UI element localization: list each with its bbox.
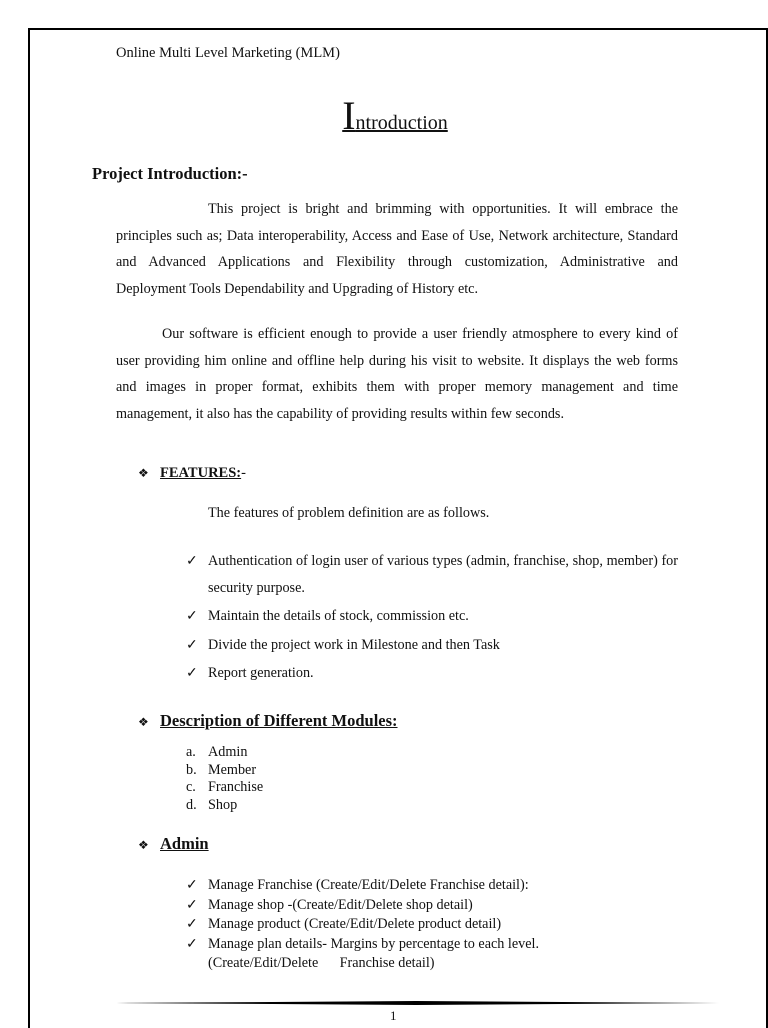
list-marker: a. xyxy=(186,744,196,760)
feature-text: Report generation. xyxy=(208,665,314,681)
modules-list xyxy=(186,744,263,814)
admin-item-text: Manage Franchise (Create/Edit/Delete Franchise detail): xyxy=(208,877,529,893)
checkmark-icon: ✓ xyxy=(186,935,198,952)
checkmark-icon: ✓ xyxy=(186,608,198,624)
admin-heading xyxy=(138,834,209,854)
features-intro-text: The features of problem definition are as follows. xyxy=(208,505,490,521)
running-header: Online Multi Level Marketing (MLM) xyxy=(116,45,340,61)
features-heading-label: FEATURES: xyxy=(160,465,242,481)
checkmark-icon: ✓ xyxy=(186,553,198,569)
project-introduction-heading: Project Introduction:- xyxy=(92,164,248,183)
footer-rule xyxy=(116,1001,719,1005)
features-list xyxy=(186,548,678,689)
features-heading-suffix: - xyxy=(241,465,246,481)
list-marker: d. xyxy=(186,796,197,813)
admin-item-text: Manage product (Create/Edit/Delete product detail) xyxy=(208,916,502,932)
modules-heading-label: Description of Different Modules: xyxy=(160,711,398,730)
list-item xyxy=(186,876,678,896)
diamond-bullet-icon: ❖ xyxy=(138,838,149,852)
intro-paragraph-2: Our software is efficient enough to provide a user friendly atmosphere to every kind of user providing him online and offline help during his visit to website. It displays the web forms and images in proper format, exhibits them with proper memory management and time management, it also has the capability of providing results within few seconds. xyxy=(116,326,678,422)
module-label: Admin xyxy=(208,744,248,760)
feature-text: Maintain the details of stock, commission etc. xyxy=(208,608,469,624)
list-item xyxy=(186,632,678,659)
checkmark-icon: ✓ xyxy=(186,877,198,893)
title-drop-initial: I xyxy=(342,93,356,138)
checkmark-icon: ✓ xyxy=(186,896,198,913)
module-label: Franchise xyxy=(208,779,264,795)
checkmark-icon: ✓ xyxy=(186,665,198,681)
checkmark-icon: ✓ xyxy=(186,636,198,653)
list-item xyxy=(186,779,263,797)
diamond-bullet-icon: ❖ xyxy=(138,466,149,480)
checkmark-icon: ✓ xyxy=(186,916,198,932)
intro-paragraph-1: This project is bright and brimming with opportunities. It will embrace the principles such as; Data interoperability, Access and Ease of Use, Network architecture, Standard and Advanced Applications and Flexibility through customization, Administrative and Deployment Tools Dependability and Upgrading of History etc. xyxy=(116,201,678,297)
admin-item-text: Manage shop -(Create/Edit/Delete shop detail) xyxy=(208,896,473,913)
admin-item-continuation: (Create/Edit/Delete Franchise detail) xyxy=(208,955,435,971)
list-item xyxy=(186,744,263,762)
list-item xyxy=(186,603,678,630)
admin-heading-label: Admin xyxy=(160,834,209,853)
admin-list xyxy=(186,876,678,974)
feature-text: Authentication of login user of various types (admin, franchise, shop, member) for security purpose. xyxy=(208,553,678,596)
diamond-bullet-icon: ❖ xyxy=(138,715,149,729)
list-marker: b. xyxy=(186,761,197,778)
page-title xyxy=(0,93,768,138)
admin-item-text: Manage plan details- Margins by percentage to each level. xyxy=(208,935,540,952)
module-label: Shop xyxy=(208,796,238,813)
list-item xyxy=(186,896,678,916)
list-item xyxy=(186,548,678,601)
features-heading xyxy=(138,465,246,482)
list-marker: c. xyxy=(186,779,196,795)
list-item xyxy=(186,915,678,935)
list-item xyxy=(186,935,678,974)
modules-heading xyxy=(138,711,398,731)
title-rest: ntroduction xyxy=(355,112,448,134)
list-item xyxy=(186,660,678,687)
page-number: 1 xyxy=(390,1008,397,1023)
list-item xyxy=(186,797,263,815)
feature-text: Divide the project work in Milestone and then Task xyxy=(208,636,500,653)
module-label: Member xyxy=(208,761,257,778)
list-item xyxy=(186,762,263,780)
